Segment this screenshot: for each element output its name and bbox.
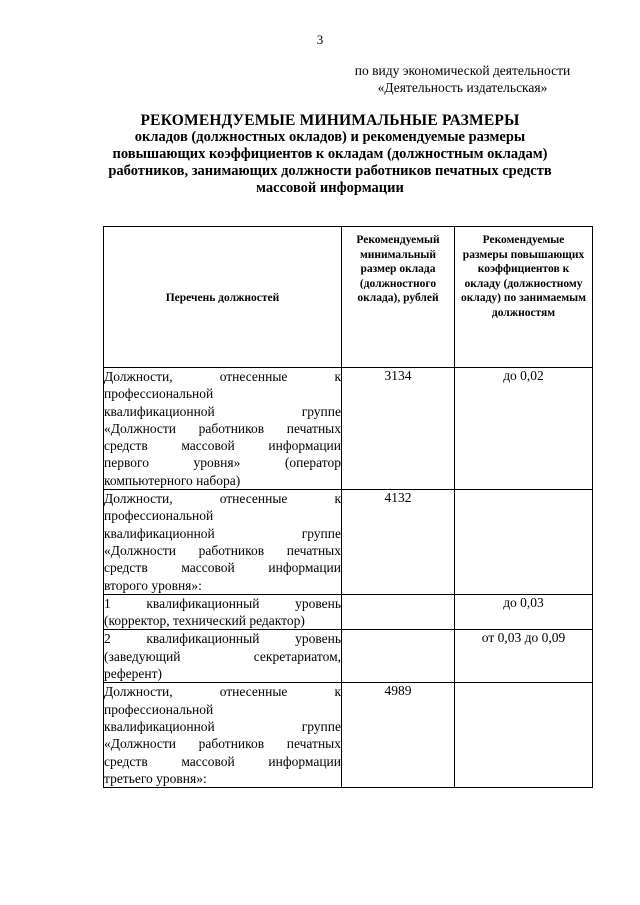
table-row [104,368,593,490]
salary-cell: 3134 [342,368,455,490]
position-line: квалификационной группе [104,403,341,419]
header-positions: Перечень должностей [104,227,342,368]
continuation-line-2: «Деятельность издательская» [377,80,548,95]
title-line-2: окладов (должностных окладов) и рекомендуемые размеры [134,129,526,145]
page-number: 3 [316,32,324,47]
continuation-line-1: по виду экономической деятельности [354,63,571,78]
position-line: квалификационной группе [104,718,341,734]
title-main: РЕКОМЕНДУЕМЫЕ МИНИМАЛЬНЫЕ РАЗМЕРЫ [140,112,520,129]
position-line: второго уровня»: [104,577,202,593]
table-header-row [104,227,593,368]
position-cell [104,490,342,595]
position-line: референт) [104,666,163,682]
position-line: Должности, отнесенные к [104,684,341,700]
position-line: средств массовой информации [104,753,341,769]
salary-cell [342,630,455,683]
salary-cell: 4132 [342,490,455,595]
salary-cell [342,594,455,630]
position-cell [104,594,342,630]
position-line: первого уровня» (оператор [104,455,341,471]
coefficient-cell [455,490,593,595]
header-salary: Рекомендуемый минимальный размер оклада (должностного оклада), рублей [342,227,455,368]
position-line: (корректор, технический редактор) [104,613,305,629]
table-row [104,490,593,595]
position-cell [104,630,342,683]
table-row [104,683,593,788]
salary-cell: 4989 [342,683,455,788]
positions-table [103,226,593,788]
document-title [100,112,560,197]
position-line: «Должности работников печатных [104,736,341,752]
title-line-4: работников, занимающих должности работников печатных средств [108,163,552,179]
position-line: Должности, отнесенные к [104,491,341,507]
position-line: 1 квалификационный уровень [104,595,341,611]
position-line: средств массовой информации [104,438,341,454]
position-cell [104,368,342,490]
position-line: профессиональной [104,386,214,402]
position-line: компьютерного набора) [104,472,241,488]
coefficient-cell [455,683,593,788]
table-row [104,594,593,630]
position-line: профессиональной [104,701,214,717]
position-line: «Должности работников печатных [104,542,341,558]
table-row [104,630,593,683]
position-line: квалификационной группе [104,525,341,541]
continuation-note [335,62,590,96]
coefficient-cell: до 0,02 [455,368,593,490]
position-line: 2 квалификационный уровень [104,631,341,647]
position-line: (заведующий секретариатом, [104,648,341,664]
position-line: Должности, отнесенные к [104,369,341,384]
title-line-5: массовой информации [256,180,404,196]
position-line: «Должности работников печатных [104,420,341,436]
title-line-3: повышающих коэффициентов к окладам (должностным окладам) [112,146,548,162]
position-line: средств массовой информации [104,560,341,576]
position-line: профессиональной [104,508,214,524]
coefficient-cell: от 0,03 до 0,09 [455,630,593,683]
header-coefficient: Рекомендуемые размеры повышающих коэффициентов к окладу (должностному окладу) по занимаемым должностям [455,227,593,368]
coefficient-cell: до 0,03 [455,594,593,630]
position-line: третьего уровня»: [104,770,207,786]
position-cell [104,683,342,788]
